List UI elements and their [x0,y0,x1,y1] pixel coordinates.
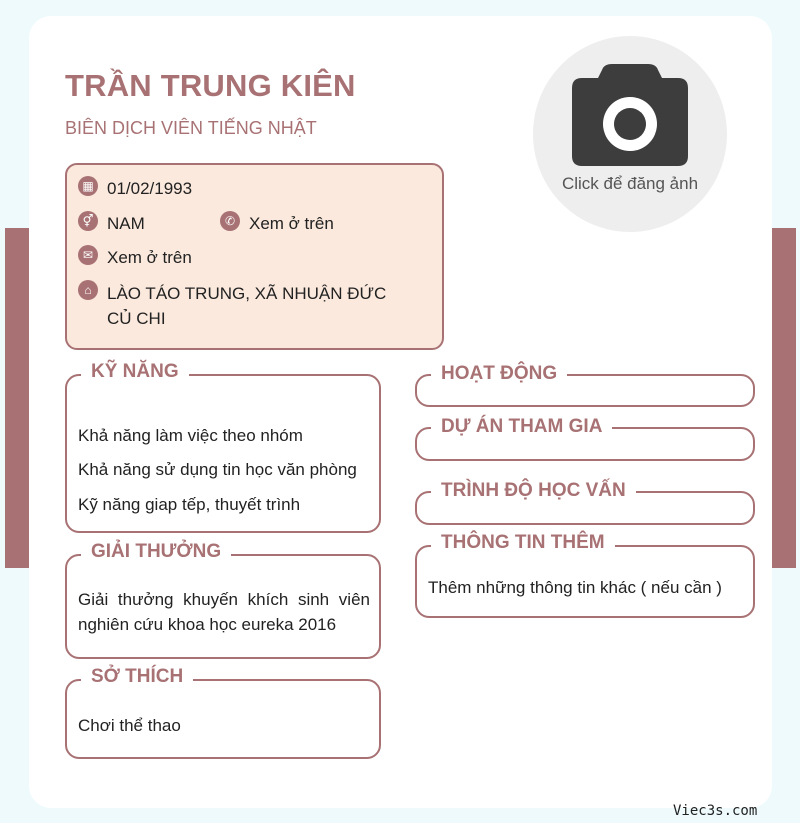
phone-value[interactable]: Xem ở trên [249,214,334,233]
skill-item[interactable]: Khả năng làm việc theo nhóm [78,426,303,445]
phone-icon: ✆ [220,211,240,231]
hobbies-section [65,666,381,759]
awards-section [65,541,381,659]
photo-caption: Click để đăng ảnh [561,174,699,193]
awards-text[interactable]: Giải thưởng khuyến khích sinh viên nghiên cứu khoa học eureka 2016 [78,590,370,634]
camera-icon [572,64,688,166]
hobbies-text[interactable]: Chơi thể thao [78,716,181,735]
birthday-value[interactable]: 01/02/1993 [107,179,193,198]
education-section [415,480,755,525]
gender-value[interactable]: NAM [107,214,145,233]
awards-title[interactable]: GIẢI THƯỞNG [81,541,231,563]
candidate-name[interactable]: TRẦN TRUNG KIÊN [65,68,356,103]
skill-item[interactable]: Khả năng sử dụng tin học văn phòng [78,460,357,479]
address-value[interactable]: LÀO TÁO TRUNG, XÃ NHUẬN ĐỨC CỦ CHI [107,284,387,328]
home-icon: ⌂ [78,280,98,300]
watermark: Viec3s.com [673,803,758,819]
email-value[interactable]: Xem ở trên [107,248,192,267]
activities-section [415,363,755,407]
skills-section [65,361,381,533]
extra-info-title[interactable]: THÔNG TIN THÊM [431,532,615,554]
activities-title[interactable]: HOẠT ĐỘNG [431,363,567,385]
calendar-icon: ▦ [78,176,98,196]
side-band-right [772,228,796,568]
extra-info-text[interactable]: Thêm những thông tin khác ( nếu cần ) [428,578,722,597]
hobbies-title[interactable]: SỞ THÍCH [81,666,193,688]
gender-icon: ⚥ [78,211,98,231]
email-icon: ✉ [78,245,98,265]
education-title[interactable]: TRÌNH ĐỘ HỌC VẤN [431,480,636,502]
skill-item[interactable]: Kỹ năng giap tếp, thuyết trình [78,495,301,514]
contact-info-box [65,163,444,350]
skills-title[interactable]: KỸ NĂNG [81,361,189,383]
projects-title[interactable]: DỰ ÁN THAM GIA [431,416,612,438]
extra-info-section [415,532,755,618]
photo-upload[interactable] [533,36,727,232]
job-title[interactable]: BIÊN DỊCH VIÊN TIẾNG NHẬT [65,118,317,138]
projects-section [415,416,755,461]
